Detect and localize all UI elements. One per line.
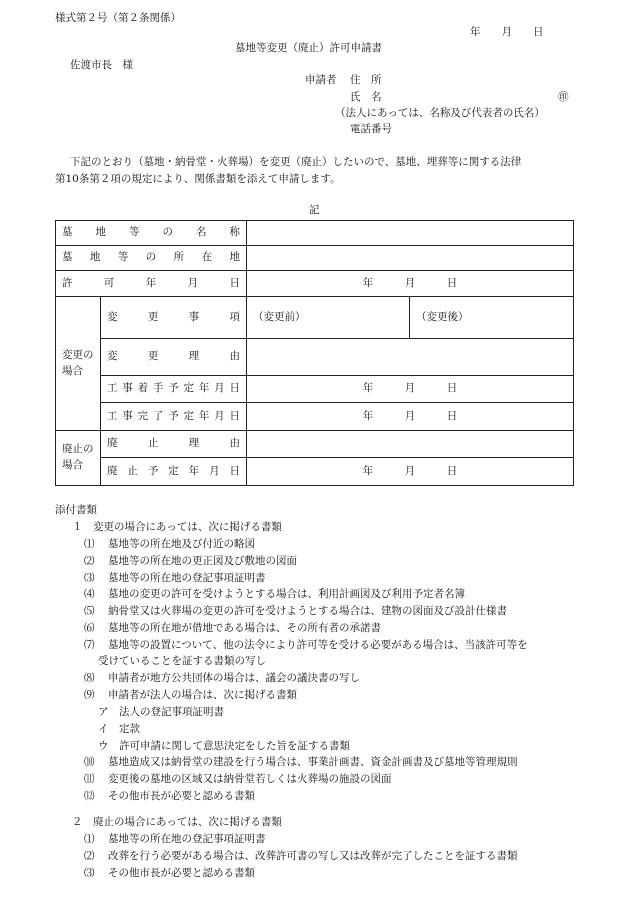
before-field[interactable]	[247, 297, 410, 339]
after-label: （変更後）	[416, 310, 469, 323]
list-item	[84, 538, 255, 552]
row-work-start	[56, 376, 574, 403]
list-item-number: ⑷	[84, 588, 95, 601]
after-field[interactable]	[410, 297, 574, 339]
list-item-text: 申請者が法人の場合は、次に掲げる書類	[108, 688, 297, 701]
addressee: 佐渡市長 様	[70, 59, 133, 71]
location-field[interactable]	[247, 246, 574, 271]
list-item-number: ⑵	[84, 554, 95, 567]
row-abolish-reason	[56, 431, 574, 458]
list-item-text: 変更後の墓地の区域又は納骨堂若しくは火葬場の施設の図面	[108, 772, 392, 785]
applicant-name-label: 氏 名	[350, 91, 382, 103]
attachments-section-1: １ 変更の場合にあっては、次に掲げる書類	[72, 521, 282, 533]
list-item	[98, 723, 140, 737]
list-item-number: ⑴	[84, 538, 95, 550]
applicant-phone-label: 電話番号	[350, 123, 392, 135]
list-item	[84, 867, 255, 881]
list-item-text: 墓地の変更の許可を受けようとする場合は、利用計画図及び利用予定者名簿	[108, 588, 465, 601]
list-item-text: 納骨堂又は火葬場の変更の許可を受けようとする場合は、建物の図面及び設計仕様書	[108, 605, 507, 618]
row-location	[56, 246, 574, 271]
list-item	[84, 850, 518, 864]
list-item-text: その他市長が必要と認める書類	[108, 789, 255, 802]
list-item-number: ウ	[98, 739, 109, 752]
page-title: 墓地等変更（廃止）許可申請書	[235, 42, 382, 54]
list-item	[84, 689, 297, 703]
work-end-label: 工事完了予定年月日	[101, 403, 247, 431]
list-item-number: ⑶	[84, 571, 95, 584]
list-item	[84, 756, 518, 770]
list-item-text: 墓地等の設置について、他の法令により許可等を受ける必要がある場合は、当該許可等を	[108, 638, 528, 651]
list-item-number: イ	[98, 722, 109, 735]
abolish-date-label: 廃止予定年月日	[101, 458, 247, 486]
intro-line-1: 下記のとおり（墓地・納骨堂・火葬場）を変更（廃止）したいので、墓地、埋葬等に関する法律	[70, 156, 522, 168]
list-item-text: 法人の登記事項証明書	[119, 706, 224, 718]
change-reason-label: 変更理由	[101, 339, 247, 376]
list-item-number: ⑵	[84, 849, 95, 862]
list-item	[84, 833, 266, 847]
list-item	[84, 588, 465, 602]
row-name	[56, 221, 574, 246]
abolish-reason-label: 廃止理由	[101, 431, 247, 458]
list-item-number: ⑿	[84, 789, 95, 802]
abolish-group-text: 廃止の場合	[62, 443, 94, 471]
before-label: （変更前）	[253, 310, 306, 323]
permit-date-label: 許可年月日	[56, 271, 247, 297]
row-abolish-date	[56, 458, 574, 486]
abolish-group-label	[56, 431, 101, 486]
applicant-note: （法人にあっては、名称及び代表者の氏名）	[335, 107, 545, 119]
seal-icon: ㊞	[558, 91, 569, 103]
list-item-number: ⑺	[84, 638, 95, 651]
change-items-label: 変更事項	[101, 297, 247, 339]
list-item	[84, 639, 528, 653]
attachments-section-2: ２ 廃止の場合にあっては、次に掲げる書類	[72, 816, 282, 828]
list-item-text: 墓地等の所在地の更正図及び敷地の図面	[108, 554, 297, 567]
form-number: 様式第２号（第２条関係）	[55, 12, 181, 24]
list-item	[84, 622, 381, 636]
list-item-number: ⑽	[84, 756, 95, 768]
attachments-heading: 添付書類	[55, 504, 97, 516]
list-item	[98, 740, 350, 754]
list-item-number: ⑸	[84, 605, 95, 618]
row-work-end	[56, 403, 574, 431]
list-item-text: 許可申請に関して意思決定をした旨を証する書類	[119, 739, 350, 752]
list-item-number: ⑶	[84, 866, 95, 879]
applicant-label: 申請者	[305, 74, 337, 86]
date-line: 年 月 日	[470, 26, 544, 38]
change-group-label	[56, 297, 101, 431]
location-label: 墓地等の所在地	[56, 246, 247, 271]
list-item-number: ⑹	[84, 622, 95, 634]
abolish-reason-field[interactable]	[247, 431, 574, 458]
work-start-field[interactable]: 年 月 日	[247, 376, 574, 403]
change-reason-field[interactable]	[247, 339, 574, 376]
list-item-text: その他市長が必要と認める書類	[108, 866, 255, 879]
row-change-reason	[56, 339, 574, 376]
list-item-number: ア	[98, 706, 109, 718]
list-item-text: 墓地等の所在地が借地である場合は、その所有者の承諾書	[108, 622, 381, 634]
list-item-text: 申請者が地方公共団体の場合は、議会の議決書の写し	[108, 672, 360, 684]
list-item-text: 墓地造成又は納骨堂の建設を行う場合は、事業計画書、資金計画書及び墓地等管理規則	[108, 756, 518, 768]
name-label: 墓地等の名称	[56, 221, 247, 246]
change-group-text: 変更の場合	[62, 348, 94, 377]
list-item-text: 墓地等の所在地の登記事項証明書	[108, 571, 266, 584]
ki-heading: 記	[309, 204, 320, 216]
list-item-number: ⑾	[84, 772, 95, 785]
application-table	[55, 220, 574, 486]
list-item-number: ⑴	[84, 833, 95, 845]
list-item-text: 定款	[119, 722, 140, 735]
abolish-date-field[interactable]: 年 月 日	[247, 458, 574, 486]
work-start-label: 工事着手予定年月日	[101, 376, 247, 403]
list-item-7-continued: 受けていることを証する書類の写し	[98, 655, 266, 667]
list-item-number: ⑻	[84, 672, 95, 684]
list-item-text: 墓地等の所在地の登記事項証明書	[108, 833, 266, 845]
work-end-field[interactable]: 年 月 日	[247, 403, 574, 431]
list-item	[84, 773, 392, 787]
list-item-text: 改葬を行う必要がある場合は、改葬許可書の写し又は改葬が完了したことを証する書類	[108, 849, 518, 862]
intro-line-2: 第10条第２項の規定により、関係書類を添えて申請します。	[55, 173, 341, 185]
list-item	[84, 572, 266, 586]
row-change-items	[56, 297, 574, 339]
list-item-number: ⑼	[84, 688, 95, 701]
list-item	[84, 672, 360, 686]
list-item-text: 墓地等の所在地及び付近の略図	[108, 538, 255, 550]
list-item	[84, 605, 507, 619]
name-field[interactable]	[247, 221, 574, 246]
permit-date-field[interactable]: 年 月 日	[247, 271, 574, 297]
list-item	[98, 706, 224, 720]
applicant-address-label: 住 所	[350, 74, 382, 86]
row-permit-date	[56, 271, 574, 297]
list-item	[84, 790, 255, 804]
list-item	[84, 555, 297, 569]
